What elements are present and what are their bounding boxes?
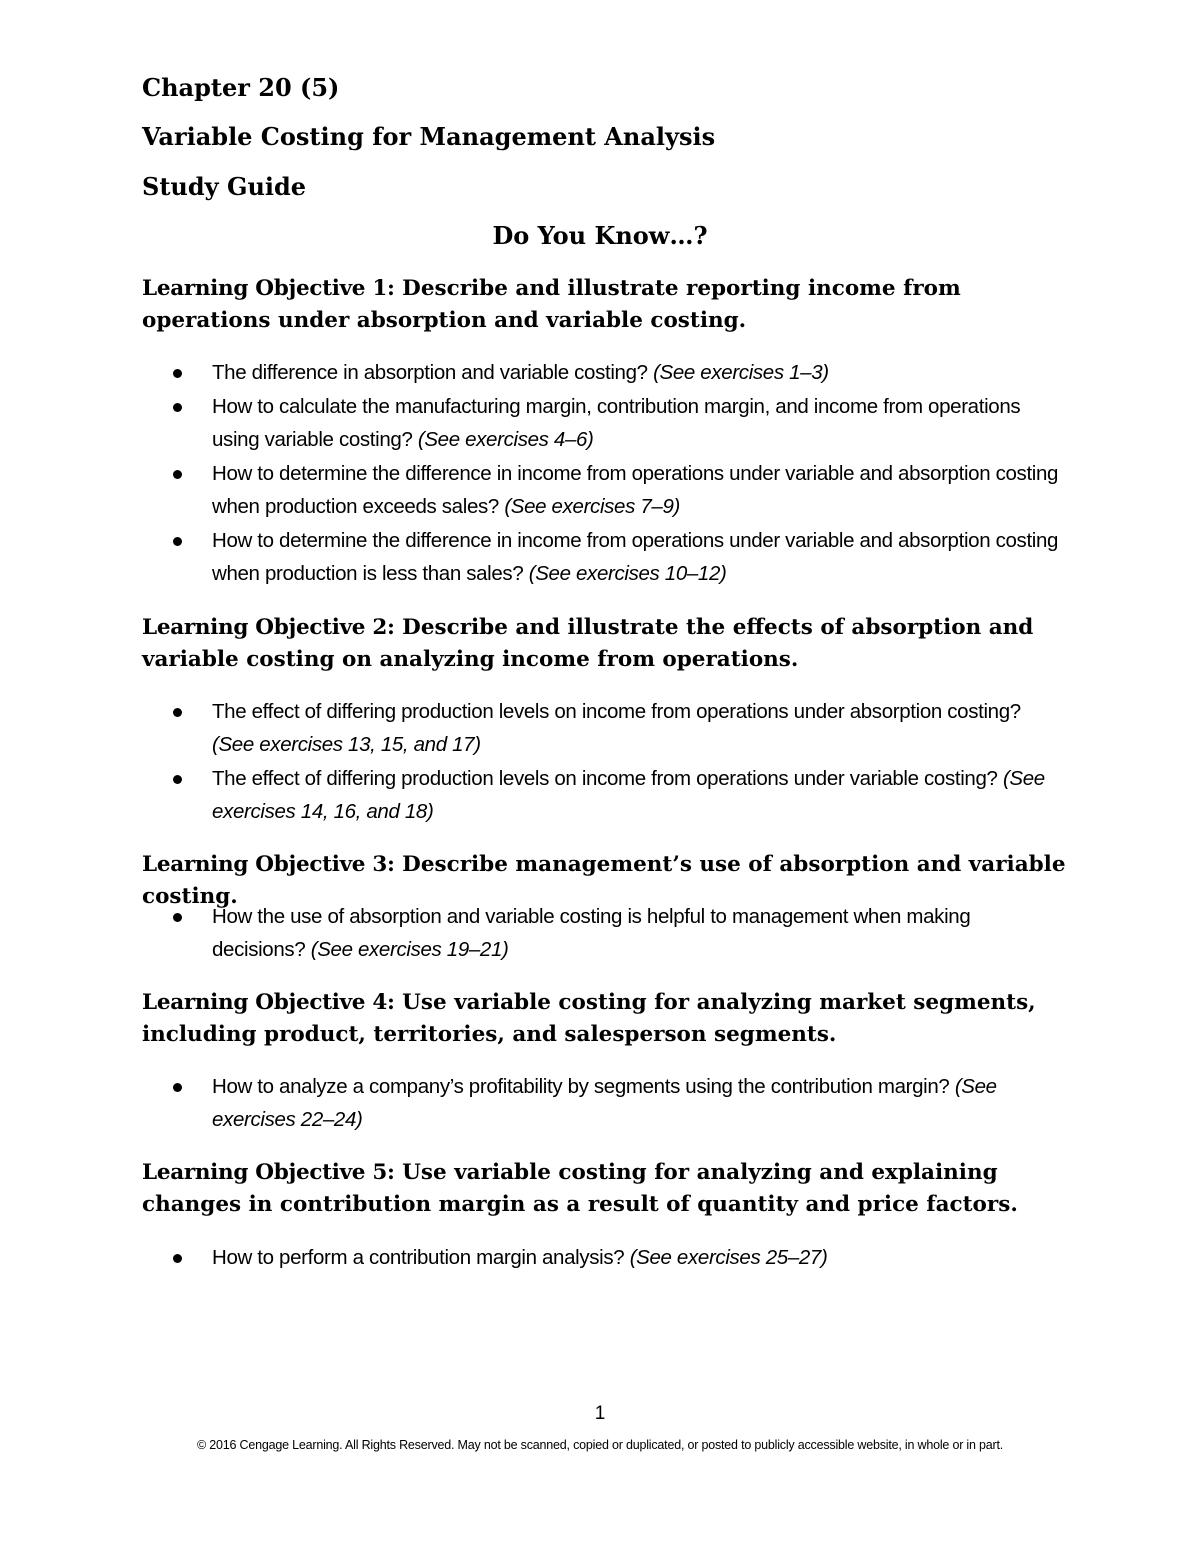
- bullet-icon: [173, 403, 182, 412]
- objective-text: Use variable costing for analyzing and explaining changes in contribution margin as a result of quantity and price factors.: [142, 1160, 1018, 1217]
- objective-text: Describe and illustrate the effects of absorption and variable costing on analyzing income from operations.: [142, 615, 1034, 672]
- objective-3-bullets: [176, 900, 1066, 967]
- bullet-icon: [173, 470, 182, 479]
- bullet-text: The difference in absorption and variable costing?: [212, 361, 648, 384]
- subject-title: Variable Costing for Management Analysis: [142, 122, 716, 151]
- objective-5-bullets: [176, 1241, 1066, 1275]
- exercise-reference: (See exercises 25–27): [629, 1246, 828, 1269]
- bullet-icon: [173, 775, 182, 784]
- exercise-reference: (See exercises 19–21): [310, 938, 509, 961]
- bullet-text: How the use of absorption and variable costing is helpful to management when making decisions?: [212, 905, 971, 961]
- learning-objective-5: [142, 1157, 1072, 1221]
- exercise-reference: (See exercises 10–12): [528, 562, 727, 585]
- exercise-reference: (See exercises 1–3): [653, 361, 829, 384]
- objective-4-bullets: [176, 1070, 1066, 1137]
- objective-text: Describe management’s use of absorption and variable costing.: [142, 852, 1066, 909]
- list-item: [176, 762, 1066, 828]
- list-item: [176, 356, 1066, 389]
- bullet-icon: [173, 708, 182, 717]
- objective-label: Learning Objective 1:: [142, 276, 395, 301]
- objective-label: Learning Objective 3:: [142, 852, 395, 877]
- list-item: [176, 524, 1066, 590]
- list-item: [176, 390, 1066, 456]
- exercise-reference: (See exercises 7–9): [504, 495, 680, 518]
- bullet-icon: [173, 369, 182, 378]
- objective-text: Describe and illustrate reporting income from operations under absorption and variable costing.: [142, 276, 961, 333]
- learning-objective-2: [142, 612, 1072, 676]
- list-item: [176, 695, 1066, 761]
- list-item: [176, 900, 1066, 966]
- objective-2-bullets: [176, 695, 1066, 829]
- bullet-text: The effect of differing production levels on income from operations under variable costing?: [212, 767, 998, 790]
- objective-label: Learning Objective 4:: [142, 990, 395, 1015]
- do-you-know-heading: Do You Know…?: [492, 221, 708, 250]
- objective-label: Learning Objective 5:: [142, 1160, 395, 1185]
- objective-label: Learning Objective 2:: [142, 615, 395, 640]
- exercise-reference: (See exercises 22–24): [212, 1075, 997, 1131]
- exercise-reference: (See exercises 14, 16, and 18): [212, 767, 1045, 823]
- list-item: [176, 1241, 1066, 1274]
- exercise-reference: (See exercises 4–6): [417, 428, 594, 451]
- objective-text: Use variable costing for analyzing market segments, including product, territories, and salesperson segments.: [142, 990, 1036, 1047]
- bullet-text: How to determine the difference in income from operations under variable and absorption costing when production exceeds sales?: [212, 462, 1059, 518]
- bullet-text: How to calculate the manufacturing margin, contribution margin, and income from operations using variable costing?: [212, 395, 1021, 451]
- copyright-notice: © 2016 Cengage Learning. All Rights Reserved. May not be scanned, copied or duplicated, or posted to publicly accessible website, in whole or in part.: [196, 1438, 1004, 1452]
- learning-objective-1: [142, 273, 1072, 337]
- bullet-icon: [173, 537, 182, 546]
- bullet-text: How to determine the difference in income from operations under variable and absorption costing when production is less than sales?: [212, 529, 1059, 585]
- bullet-icon: [173, 1083, 182, 1092]
- bullet-text: How to analyze a company’s profitability by segments using the contribution margin?: [212, 1075, 950, 1098]
- objective-1-bullets: [176, 356, 1066, 591]
- bullet-text: How to perform a contribution margin analysis?: [212, 1246, 625, 1269]
- chapter-title: Chapter 20 (5): [142, 73, 340, 102]
- bullet-icon: [173, 1254, 182, 1263]
- page-number: 1: [594, 1403, 606, 1424]
- bullet-text: The effect of differing production levels on income from operations under absorption costing?: [212, 700, 1021, 723]
- list-item: [176, 457, 1066, 523]
- exercise-reference: (See exercises 13, 15, and 17): [212, 733, 481, 756]
- study-guide-title: Study Guide: [142, 172, 307, 201]
- bullet-icon: [173, 913, 182, 922]
- list-item: [176, 1070, 1066, 1136]
- learning-objective-4: [142, 987, 1072, 1051]
